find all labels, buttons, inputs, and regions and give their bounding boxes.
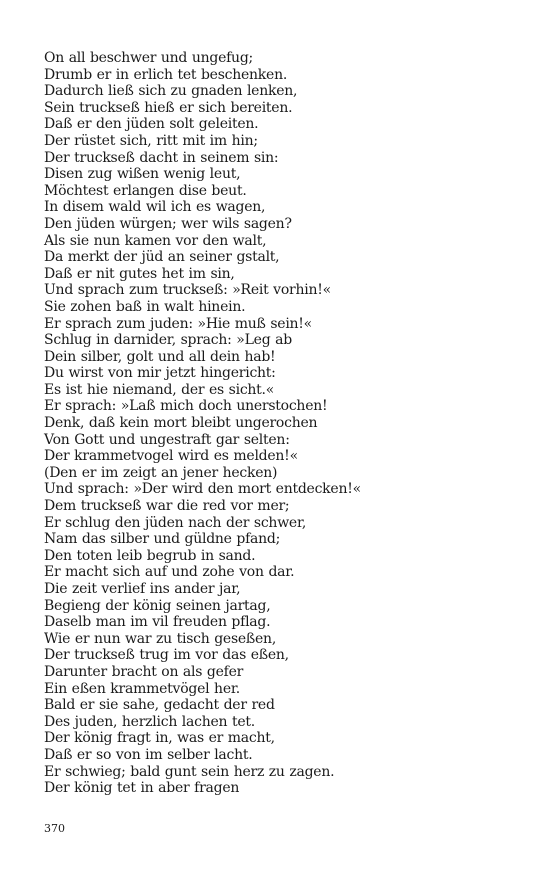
- poem-line: Nam das silber und güldne pfand;: [44, 531, 281, 548]
- poem-line: Der truckseß dacht in seinem sin:: [44, 149, 279, 166]
- poem-line: Sein truckseß hieß er sich bereiten.: [44, 99, 293, 116]
- poem-line: Sie zohen baß in walt hinein.: [44, 298, 246, 315]
- poem-line: Dem truckseß war die red vor mer;: [44, 498, 290, 515]
- poem-line: Schlug in darnider, sprach: »Leg ab: [44, 332, 292, 349]
- poem-line: Möchtest erlangen dise beut.: [44, 182, 247, 199]
- poem-line: In disem wald wil ich es wagen,: [44, 199, 266, 216]
- poem-line: Die zeit verlief ins ander jar,: [44, 581, 241, 597]
- poem-line: Daselb man im vil freuden pflag.: [44, 614, 271, 631]
- poem-line: Und sprach zum truckseß: »Reit vorhin!«: [44, 282, 331, 299]
- page-number: 370: [44, 822, 65, 835]
- poem-line: Du wirst von mir jetzt hingericht:: [44, 365, 276, 382]
- poem-line: Den jüden würgen; wer wils sagen?: [44, 215, 292, 232]
- poem-line: Begieng der könig seinen jartag,: [44, 597, 271, 614]
- poem-line: Der könig fragt in, was er macht,: [44, 730, 275, 747]
- poem-line: Daß er nit gutes het im sin,: [44, 265, 235, 282]
- poem-line: Es ist hie niemand, der es sicht.«: [44, 381, 275, 398]
- poem-line: On all beschwer und ungefug;: [44, 50, 253, 66]
- poem-line: Ein eßen krammetvögel her.: [44, 680, 240, 697]
- poem-line: Als sie nun kamen vor den walt,: [44, 232, 267, 249]
- poem-line: Bald er sie sahe, gedacht der red: [44, 697, 275, 714]
- poem-line: Da merkt der jüd an seiner gstalt,: [44, 249, 280, 266]
- poem-line: Er sprach: »Laß mich doch unerstochen!: [44, 398, 328, 415]
- poem-line: Drumb er in erlich tet beschenken.: [44, 66, 288, 83]
- poem-line: Dein silber, golt und all dein hab!: [44, 348, 276, 365]
- poem-line: Der könig tet in aber fragen: [44, 780, 240, 797]
- poem-line: Disen zug wißen wenig leut,: [44, 166, 241, 183]
- poem-line: Wie er nun war zu tisch geseßen,: [44, 630, 277, 647]
- poem-line: Den toten leib begrub in sand.: [44, 547, 256, 564]
- poem-line: Der krammetvogel wird es melden!«: [44, 448, 298, 465]
- poem-line: Von Gott und ungestraft gar selten:: [44, 431, 290, 448]
- poem-line: Er sprach zum juden: »Hie muß sein!«: [44, 315, 312, 332]
- poem-line: Daß er den jüden solt geleiten.: [44, 116, 259, 133]
- poem-line: Darunter bracht on als gefer: [44, 663, 244, 680]
- poem-text: [44, 50, 361, 797]
- poem-line: Der rüstet sich, ritt mit im hin;: [44, 132, 258, 149]
- poem-line: Des juden, herzlich lachen tet.: [44, 713, 255, 730]
- poem-line: Dadurch ließ sich zu gnaden lenken,: [44, 83, 298, 100]
- poem-line: (Den er im zeigt an jener hecken): [44, 464, 278, 481]
- poem-line: Er schwieg; bald gunt sein herz zu zagen.: [44, 763, 335, 780]
- poem-line: Und sprach: »Der wird den mort entdecken!«: [44, 481, 361, 498]
- poem-line: Er macht sich auf und zohe von dar.: [44, 564, 295, 581]
- poem-line: Daß er so von im selber lacht.: [44, 746, 253, 763]
- poem-line: Denk, daß kein mort bleibt ungerochen: [44, 415, 318, 432]
- poem-line: Der truckseß trug im vor das eßen,: [44, 647, 289, 664]
- poem-line: Er schlug den jüden nach der schwer,: [44, 514, 307, 531]
